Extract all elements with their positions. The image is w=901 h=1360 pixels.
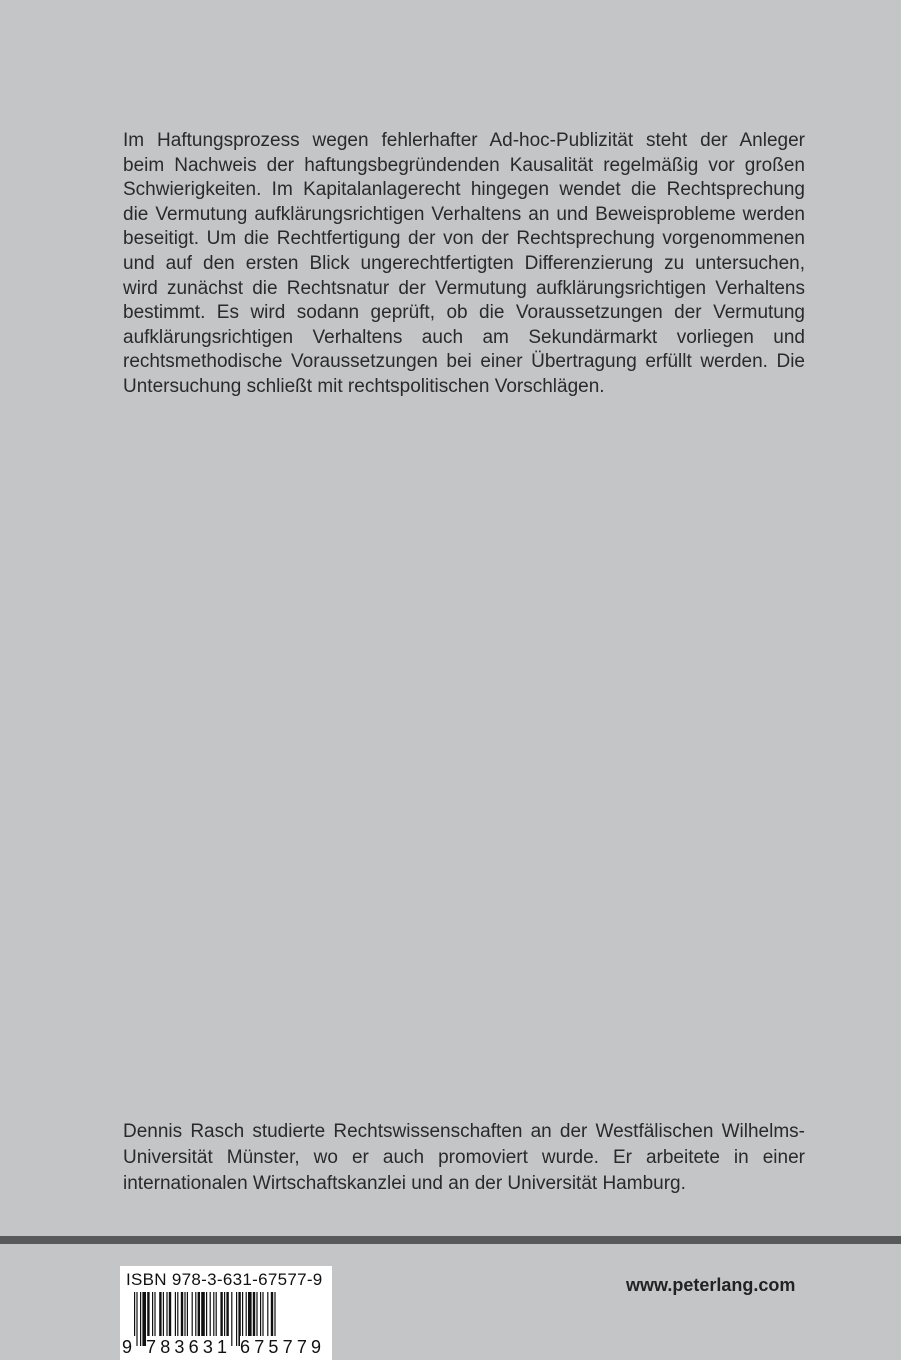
barcode-digits: [122, 1336, 330, 1358]
barcode-digit-first: 9: [122, 1337, 137, 1357]
blurb-line: Im Haftungsprozess wegen fehlerhafter Ad-hoc-Publizität steht der Anleger: [123, 130, 805, 151]
blurb-line: beseitigt. Um die Rechtfertigung der von der Rechtsprechung vorgenommenen: [123, 228, 805, 250]
blurb-line: beim Nachweis der haftungsbegründenden Kausalität regelmäßig vor großen: [123, 154, 805, 176]
back-cover-blurb: [123, 129, 805, 400]
isbn-barcode: [120, 1266, 332, 1360]
bio-line: Dennis Rasch studierte Rechtswissenschaften an der Westfälischen Wilhelms-: [123, 1121, 805, 1142]
blurb-line: die Vermutung aufklärungsrichtigen Verhaltens an und Beweisprobleme werden: [123, 203, 805, 225]
publisher-url[interactable]: www.peterlang.com: [626, 1275, 796, 1295]
bio-line: Universität Münster, wo er auch promoviert wurde. Er arbeitete in einer: [123, 1147, 805, 1168]
blurb-line: aufklärungsrichtigen Verhaltens auch am Sekundärmarkt vorliegen und: [123, 326, 805, 348]
barcode-digit-group1: 783631: [146, 1337, 232, 1357]
blurb-line: rechtsmethodische Voraussetzungen bei einer Übertragung erfüllt werden. Die: [123, 351, 805, 373]
author-bio: [123, 1119, 805, 1197]
blurb-line: Untersuchung schließt mit rechtspolitischen Vorschlägen.: [123, 375, 605, 397]
isbn-label: ISBN 978-3-631-67577-9: [126, 1270, 323, 1289]
barcode-digit-group2: 675779: [240, 1337, 326, 1357]
divider-rule: [0, 1236, 901, 1244]
blurb-line: wird zunächst die Rechtsnatur der Vermutung aufklärungsrichtigen Verhaltens: [123, 277, 805, 299]
blurb-line: und auf den ersten Blick ungerechtfertigten Differenzierung zu untersuchen,: [123, 252, 805, 274]
bio-line: internationalen Wirtschaftskanzlei und an der Universität Hamburg.: [123, 1173, 686, 1194]
blurb-line: bestimmt. Es wird sodann geprüft, ob die Voraussetzungen der Vermutung: [123, 302, 805, 324]
blurb-line: Schwierigkeiten. Im Kapitalanlagerecht hingegen wendet die Rechtsprechung: [123, 179, 805, 201]
